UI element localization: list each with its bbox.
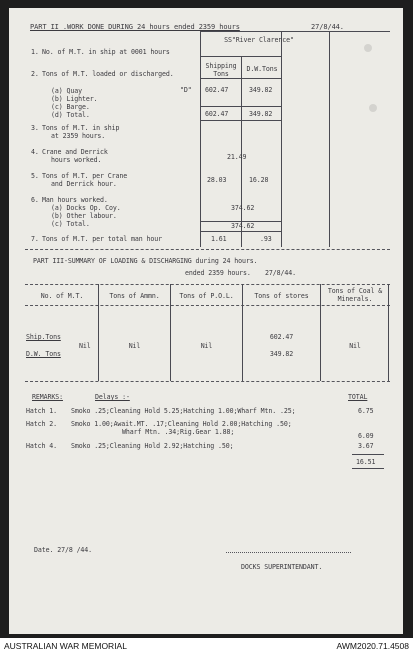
row-label: Crane and Derrick [42, 148, 108, 156]
row-number: 7. [31, 235, 39, 243]
hatch-total: 3.67 [358, 442, 374, 450]
value-cell: 602.47 [269, 333, 294, 341]
table-col-line [281, 31, 282, 247]
value-cell: 349.82 [249, 86, 273, 94]
value-cell: 374.62 [231, 222, 255, 230]
archive-name: AUSTRALIAN WAR MEMORIAL [4, 641, 127, 651]
row-label: No. of M.T. in ship at 0001 hours [42, 48, 170, 56]
table-rule [25, 381, 390, 382]
table-col-line [241, 56, 242, 247]
value-cell: 602.47 [205, 110, 229, 118]
value-cell: 349.82 [269, 350, 294, 358]
value-cell: 349.82 [249, 110, 273, 118]
col-header-shipping-tons: Shipping Tons [205, 62, 237, 78]
row-label: and Derrick hour. [51, 180, 117, 188]
sum-rule [352, 468, 384, 469]
table-rule [200, 78, 281, 79]
value-cell: 602.47 [205, 86, 229, 94]
value-cell: Nil [128, 342, 141, 350]
row-label: hours worked. [51, 156, 102, 164]
row-sublabel: (b) Lighter. [51, 95, 98, 103]
hatch-total: 6.09 [358, 432, 374, 440]
hatch-delays: Smoko 1.00;Await.MT. .17;Cleaning Hold 2.00;Hatching .50; [71, 420, 292, 428]
signature-line [226, 552, 351, 553]
part2-heading: PART II .WORK DONE DURING 24 hours ended 2359 hours [30, 23, 240, 31]
col-header-dw-tons: D.W.Tons [246, 65, 278, 73]
punch-hole [369, 104, 377, 112]
document-date: Date. 27/8 /44. [34, 546, 93, 554]
row-label: Tons of M.T. loaded or discharged. [42, 70, 174, 78]
hatch-delays: Wharf Mtn. .34;Rig.Gear 1.88; [122, 428, 235, 436]
total-label: TOTAL [348, 393, 368, 401]
row-sublabel: (c) Barge. [51, 103, 90, 111]
table-rule [25, 305, 390, 306]
value-cell: 21.49 [227, 153, 247, 161]
value-cell: Nil [200, 342, 213, 350]
col-header: Tons of Ammn. [109, 292, 160, 300]
hatch-marker: "D" [180, 86, 192, 94]
table-rule [200, 231, 281, 232]
hatch-total: 6.75 [358, 407, 374, 415]
value-cell: 16.28 [249, 176, 269, 184]
row-number: 3. [31, 124, 39, 132]
row-number: 4. [31, 148, 39, 156]
hatch-label: Hatch 1. [26, 407, 57, 415]
col-header: No. of M.T. [40, 292, 84, 300]
row-number: 1. [31, 48, 39, 56]
row-label: at 2359 hours. [51, 132, 106, 140]
hatch-label: Hatch 2. [26, 420, 57, 428]
row-number: 5. [31, 172, 39, 180]
ship-name-header: SS"River Clarence" [224, 36, 294, 44]
value-cell: .93 [260, 235, 272, 243]
row-label: Man hours worked. [42, 196, 108, 204]
value-cell: 1.61 [211, 235, 227, 243]
row-label: Ship.Tons [26, 333, 61, 341]
col-header: Tons of Coal & Minerals. [327, 287, 383, 303]
row-number: 6. [31, 196, 39, 204]
row-sublabel: (b) Other labour. [51, 212, 117, 220]
col-header: Tons of P.O.L. [179, 292, 234, 300]
row-label: D.W. Tons [26, 350, 61, 358]
value-cell: 374.62 [231, 204, 255, 212]
hatch-delays: Smoko .25;Cleaning Hold 5.25;Hatching 1.00;Wharf Mtn. .25; [71, 407, 296, 415]
row-label: Tons of M.T. per Crane [42, 172, 128, 180]
part3-subheading: ended 2359 hours. [185, 269, 251, 277]
table-rule [25, 284, 390, 285]
hatch-delays: Smoko .25;Cleaning Hold 2.92;Hatching .50; [71, 442, 234, 450]
table-rule [200, 56, 281, 57]
row-sublabel: (c) Total. [51, 220, 90, 228]
part2-date: 27/8/44. [311, 23, 344, 31]
signatory-title: DOCKS SUPERINTENDANT. [241, 563, 323, 571]
document-page [9, 8, 403, 634]
punch-hole [364, 44, 372, 52]
table-col-line [329, 31, 330, 247]
remarks-label: REMARKS: [32, 393, 63, 401]
part3-date: 27/8/44. [265, 269, 296, 277]
value-cell: Nil [79, 342, 91, 350]
value-cell: 28.03 [207, 176, 227, 184]
row-sublabel: (a) Quay [51, 87, 82, 95]
delays-title: Delays :- [95, 393, 130, 401]
table-top-rule [200, 31, 390, 32]
archive-footer [0, 638, 413, 653]
row-label: Tons of M.T. per total man hour [42, 235, 162, 243]
row-sublabel: (d) Total. [51, 111, 90, 119]
table-rule [200, 120, 281, 121]
row-number: 2. [31, 70, 39, 78]
hatch-label: Hatch 4. [26, 442, 57, 450]
grand-total: 16.51 [356, 458, 376, 466]
table-rule [200, 106, 281, 107]
table-col-line [388, 284, 389, 381]
part3-heading: PART III-SUMMARY OF LOADING & DISCHARGING during 24 hours. [33, 257, 258, 265]
sum-rule [352, 454, 384, 455]
section-divider [25, 249, 390, 250]
row-label: Tons of M.T. in ship [42, 124, 120, 132]
row-sublabel: (a) Docks Op. Coy. [51, 204, 121, 212]
archive-reference: AWM2020.71.4508 [336, 641, 409, 651]
table-col-line [320, 284, 321, 381]
value-cell: Nil [349, 342, 361, 350]
col-header: Tons of stores [254, 292, 309, 300]
